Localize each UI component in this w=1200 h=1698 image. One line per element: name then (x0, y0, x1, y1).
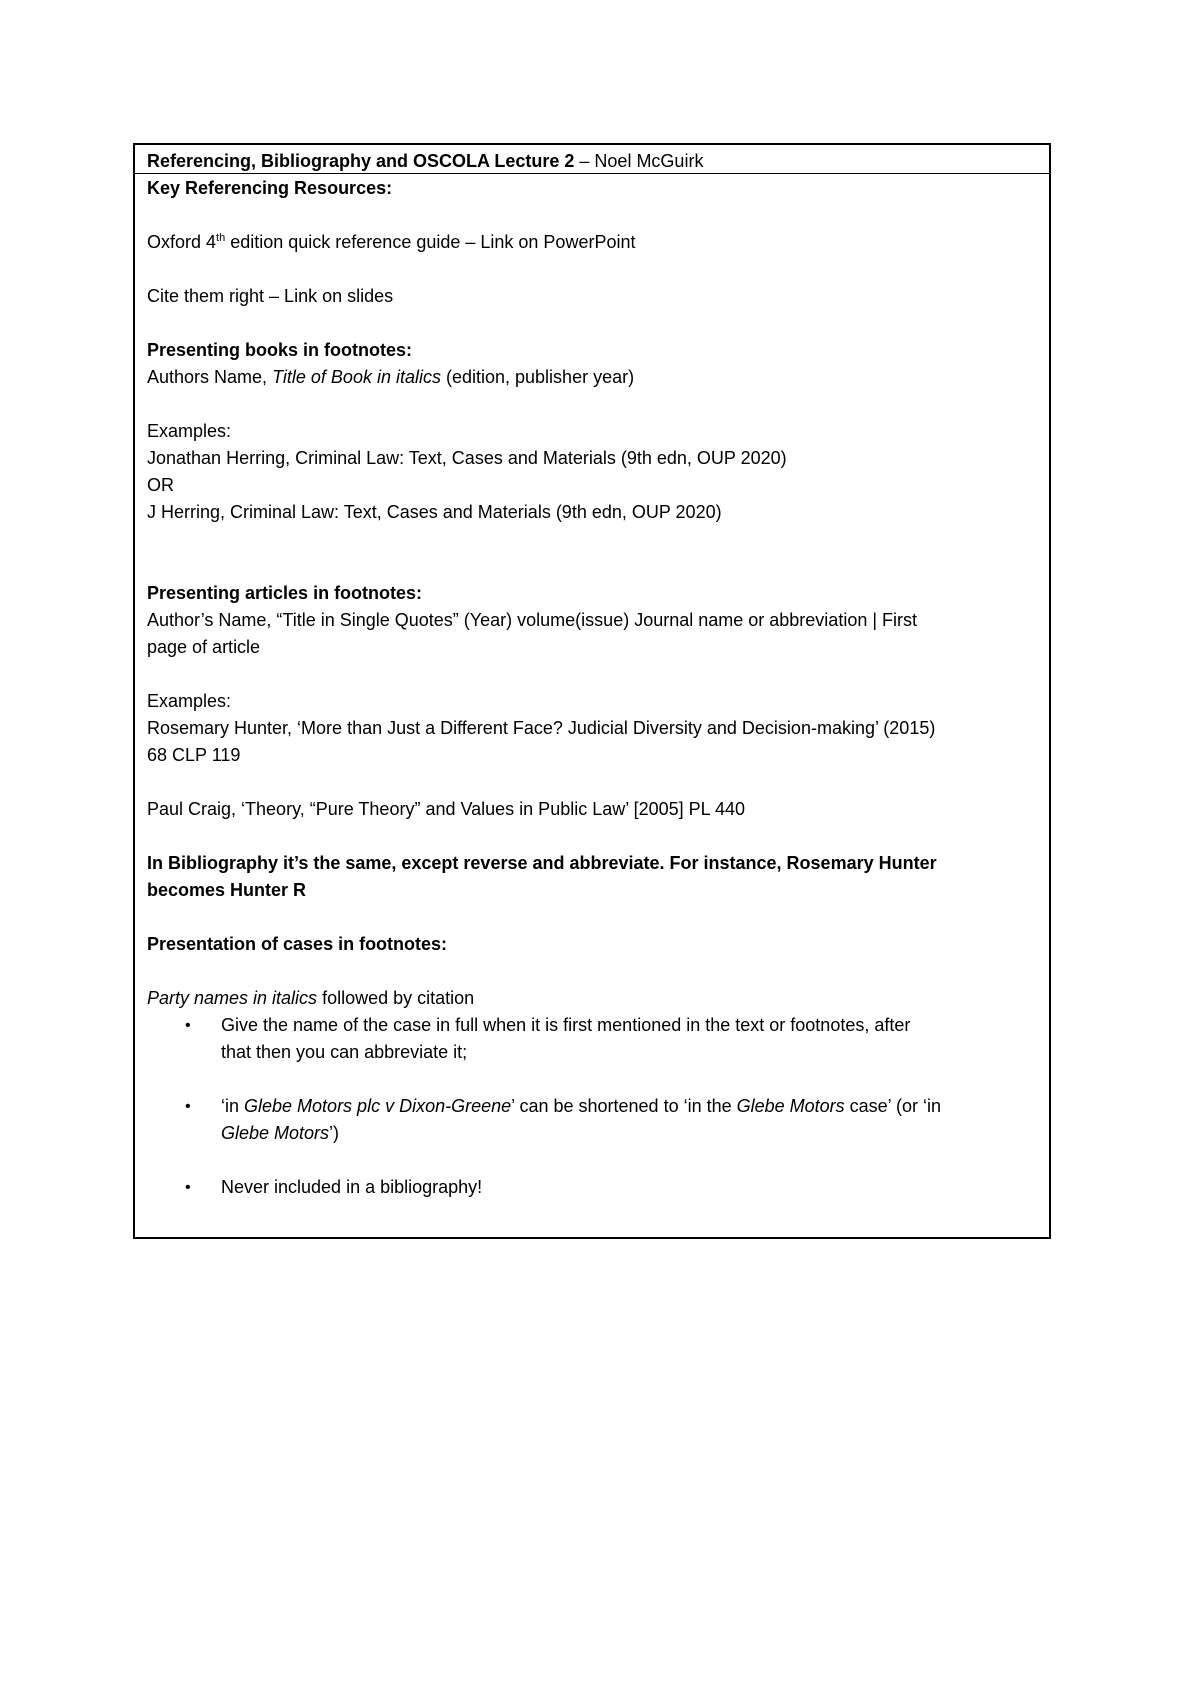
articles-example-2: Paul Craig, ‘Theory, “Pure Theory” and Values in Public Law’ [2005] PL 440 (147, 799, 745, 819)
bullet-2-case-name: Glebe Motors plc v Dixon-Greene (244, 1096, 512, 1116)
oxford-guide-line (147, 229, 1037, 256)
resources-heading: Key Referencing Resources: (147, 178, 393, 198)
books-format (147, 364, 1037, 391)
bullet-3-marker: • (185, 1179, 191, 1196)
articles-example-1-line-1: Rosemary Hunter, ‘More than Just a Different Face? Judicial Diversity and Decision-making’ (2015) (147, 718, 936, 738)
bullet-2-line-1 (221, 1093, 1037, 1120)
content-cell (135, 174, 1049, 1237)
bullet-2-text-a: ‘in (221, 1096, 245, 1116)
bullet-2-case-short: Glebe Motors (736, 1096, 845, 1116)
books-or: OR (147, 475, 174, 495)
bullet-2-text-b: ’ can be shortened to ‘in the (511, 1096, 737, 1116)
cases-intro-italic: Party names in italics (147, 988, 318, 1008)
articles-examples-label: Examples: (147, 691, 232, 711)
articles-heading: Presenting articles in footnotes: (147, 583, 423, 603)
books-example-1: Jonathan Herring, Criminal Law: Text, Cases and Materials (9th edn, OUP 2020) (147, 448, 787, 468)
articles-example-1-line-2: 68 CLP 119 (147, 745, 241, 765)
oxford-text: Oxford 4 (147, 232, 217, 252)
bullet-2-line-2 (221, 1120, 1037, 1147)
lecture-author: – Noel McGuirk (574, 151, 704, 171)
bibliography-note-line-1: In Bibliography it’s the same, except reverse and abbreviate. For instance, Rosemary Hunter (147, 853, 937, 873)
books-examples-label: Examples: (147, 421, 232, 441)
books-format-italic: Title of Book in italics (272, 367, 441, 387)
bullet-2-text-d: ’) (329, 1123, 340, 1143)
bullet-2-text-c: case’ (or ‘in (844, 1096, 942, 1116)
books-format-rest: (edition, publisher year) (440, 367, 635, 387)
articles-format-line-1: Author’s Name, “Title in Single Quotes” (Year) volume(issue) Journal name or abbreviation | First (147, 610, 918, 630)
lecture-title: Referencing, Bibliography and OSCOLA Lecture 2 (147, 151, 575, 171)
bibliography-note-line-2: becomes Hunter R (147, 880, 307, 900)
cite-them-right-line: Cite them right – Link on slides (147, 286, 394, 306)
cases-intro-rest: followed by citation (317, 988, 475, 1008)
articles-format-line-2: page of article (147, 637, 261, 657)
bullet-1-line-2: that then you can abbreviate it; (221, 1042, 468, 1062)
books-format-text: Authors Name, (147, 367, 273, 387)
bullet-1-line-1: Give the name of the case in full when it is first mentioned in the text or footnotes, after (221, 1015, 911, 1035)
cases-intro (147, 985, 1037, 1012)
bullet-3-line: Never included in a bibliography! (221, 1177, 483, 1197)
oxford-superscript: th (216, 232, 226, 244)
title-row (135, 145, 1049, 174)
bullet-2-case-short-2: Glebe Motors (221, 1123, 330, 1143)
bullet-1-marker: • (185, 1017, 191, 1034)
books-example-2: J Herring, Criminal Law: Text, Cases and Materials (9th edn, OUP 2020) (147, 502, 722, 522)
bullet-2-marker: • (185, 1098, 191, 1115)
oxford-text-rest: edition quick reference guide – Link on PowerPoint (225, 232, 636, 252)
books-heading: Presenting books in footnotes: (147, 340, 413, 360)
cases-heading: Presentation of cases in footnotes: (147, 934, 448, 954)
document-table (133, 143, 1051, 1239)
